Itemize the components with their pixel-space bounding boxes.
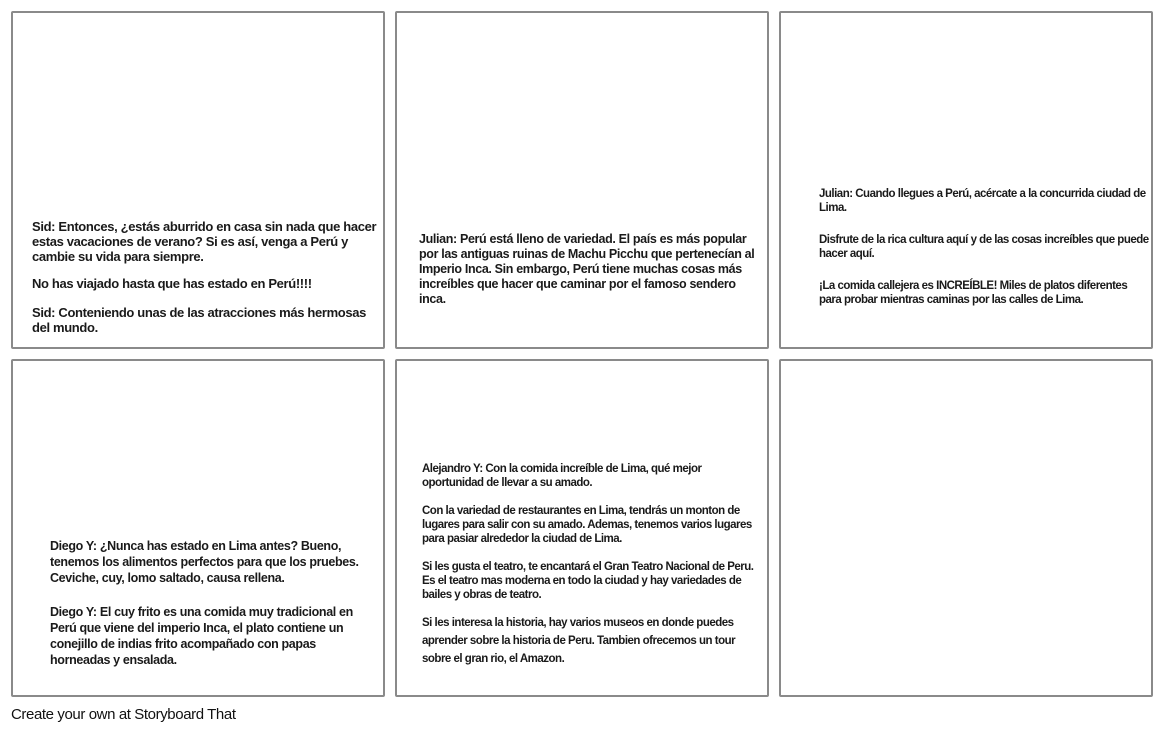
panel-5-paragraph-4: Si les interesa la historia, hay varios museos en donde puedes aprender sobre la historia de Peru. Tambien ofrecemos un tour sobre el gran rio, el Amazon. — [422, 617, 736, 665]
storyboard-panel-3 — [779, 11, 1153, 349]
storyboard-panel-4 — [11, 359, 385, 697]
panel-3-paragraph-3: ¡La comida callejera es INCREÍBLE! Miles de platos diferentes para probar mientras caminas por las calles de Lima. — [819, 280, 1128, 306]
panel-5-text — [422, 462, 760, 668]
storyboard-that-footer-link[interactable]: Create your own at Storyboard That — [11, 706, 236, 723]
panel-5-paragraph-3: Si les gusta el teatro, te encantará el Gran Teatro Nacional de Peru. Es el teatro mas moderna en todo la ciudad y hay variedades de bailes y obras de teatro. — [422, 561, 754, 601]
panel-3-paragraph-2: Disfrute de la rica cultura aquí y de las cosas increíbles que puede hacer aquí. — [819, 234, 1149, 260]
panel-3-paragraph-1: Julian: Cuando llegues a Perú, acércate a la concurrida ciudad de Lima. — [819, 188, 1146, 214]
panel-1-text — [32, 219, 377, 335]
panel-4-paragraph-2: Diego Y: El cuy frito es una comida muy tradicional en Perú que viene del imperio Inca, el plato contiene un conejillo de indias frito acompañado con papas horneadas y ensalada. — [50, 605, 353, 667]
panel-4-paragraph-1: Diego Y: ¿Nunca has estado en Lima antes? Bueno, tenemos los alimentos perfectos para que los pruebes. Ceviche, cuy, lomo saltado, causa rellena. — [50, 539, 359, 585]
storyboard-panel-5 — [395, 359, 769, 697]
storyboard-panel-2 — [395, 11, 769, 349]
panel-1-paragraph-2: No has viajado hasta que has estado en Perú!!!! — [32, 276, 312, 291]
panel-1-paragraph-1: Sid: Entonces, ¿estás aburrido en casa sin nada que hacer estas vacaciones de verano? Si es así, venga a Perú y cambie su vida para siempre. — [32, 219, 377, 264]
panel-2-text — [419, 232, 755, 307]
storyboard-panel-1 — [11, 11, 385, 349]
panel-1-paragraph-3: Sid: Conteniendo unas de las atracciones más hermosas del mundo. — [32, 305, 367, 335]
panel-4-text — [50, 538, 374, 668]
panel-3-text — [819, 187, 1151, 307]
panel-5-paragraph-2: Con la variedad de restaurantes en Lima, tendrás un monton de lugares para salir con su amado. Ademas, tenemos varios lugares para pasiar alrededor la ciudad de Lima. — [422, 505, 752, 545]
panel-5-paragraph-1: Alejandro Y: Con la comida increíble de Lima, qué mejor oportunidad de llevar a su amado. — [422, 463, 702, 489]
panel-2-paragraph-1: Julian: Perú está lleno de variedad. El país es más popular por las antiguas ruinas de Machu Picchu que pertenecían al Imperio Inca. Sin embargo, Perú tiene muchas cosas más increíbles que hacer que caminar por el famoso sendero inca. — [419, 232, 755, 306]
storyboard-panel-6 — [779, 359, 1153, 697]
